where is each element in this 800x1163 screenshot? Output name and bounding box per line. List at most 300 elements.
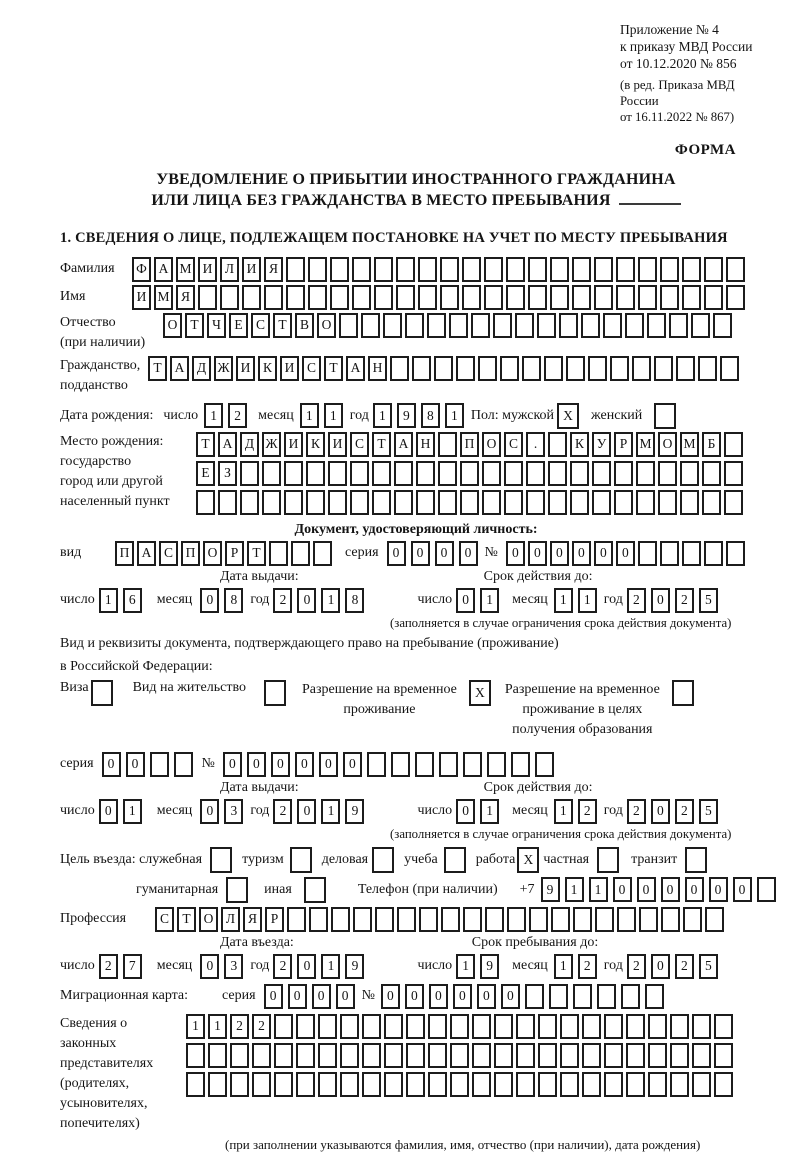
birth-date-label: Дата рождения:	[60, 407, 154, 423]
label-line: (при наличии)	[60, 334, 146, 350]
purpose-tourism-label: туризм	[242, 851, 284, 867]
char-box: 0	[733, 877, 752, 902]
char-box: 2	[228, 403, 247, 428]
doc-expiry-month-boxes	[554, 588, 602, 613]
stay-until-day-boxes	[456, 954, 504, 979]
char-box: 2	[578, 954, 597, 979]
char-box	[526, 461, 545, 486]
char-box	[450, 1072, 469, 1097]
char-box	[416, 490, 435, 515]
month-label: месяц	[258, 407, 294, 423]
citizenship-boxes	[148, 356, 742, 381]
doc-dates-heading-row	[60, 569, 772, 585]
surname-boxes	[132, 257, 748, 282]
char-box	[654, 356, 673, 381]
char-box: Я	[243, 907, 262, 932]
residence-doc-options-row	[60, 680, 772, 740]
char-box: 0	[550, 541, 569, 566]
temp-residence-education-checkbox	[672, 680, 694, 706]
char-box	[572, 257, 591, 282]
char-box: О	[163, 313, 182, 338]
char-box	[570, 461, 589, 486]
char-box: 0	[453, 984, 472, 1009]
char-box	[669, 313, 688, 338]
char-box: И	[328, 432, 347, 457]
phone-label: Телефон (при наличии)	[357, 881, 498, 897]
day-label: число	[60, 958, 95, 974]
given-name-label: Имя	[60, 289, 86, 305]
char-box: П	[115, 541, 134, 566]
char-box	[406, 1072, 425, 1097]
char-box	[362, 1043, 381, 1068]
issue-date-heading: Дата выдачи:	[220, 779, 299, 795]
residence-doc-series-row	[60, 752, 772, 777]
label-line: усыновителях,	[60, 1095, 148, 1111]
identity-doc-title: Документ, удостоверяющий личность:	[294, 521, 538, 537]
char-box	[308, 257, 327, 282]
label-line: попечителях)	[60, 1115, 140, 1131]
char-box: 1	[324, 403, 343, 428]
char-box: У	[592, 432, 611, 457]
visa-checkbox	[91, 680, 113, 706]
char-box: 0	[613, 877, 632, 902]
char-box: 0	[594, 541, 613, 566]
char-box: 0	[312, 984, 331, 1009]
char-box: 8	[421, 403, 440, 428]
day-label: число	[417, 592, 453, 608]
char-box: 0	[501, 984, 520, 1009]
char-box	[450, 1043, 469, 1068]
char-box	[487, 752, 506, 777]
char-box	[720, 356, 739, 381]
label-line: населенный пункт	[60, 493, 170, 509]
male-checkbox: X	[557, 403, 579, 429]
month-label: месяц	[512, 803, 548, 819]
representatives-note: (при заполнении указываются фамилия, имя, отчество (при наличии), дата рождения)	[225, 1136, 701, 1152]
char-box	[676, 356, 695, 381]
char-box: 2	[230, 1014, 249, 1039]
char-box	[287, 907, 306, 932]
char-box: 2	[273, 588, 292, 613]
purpose-tourism-checkbox	[290, 847, 312, 873]
char-box: 2	[675, 588, 694, 613]
char-box: П	[181, 541, 200, 566]
number-label: №	[201, 756, 215, 772]
char-box	[537, 313, 556, 338]
char-box: 8	[345, 588, 364, 613]
doc-expiry-year-boxes	[627, 588, 723, 613]
char-box: 0	[99, 799, 118, 824]
char-box	[396, 285, 415, 310]
char-box: М	[680, 432, 699, 457]
char-box	[463, 907, 482, 932]
char-box	[450, 1014, 469, 1039]
char-box	[550, 257, 569, 282]
char-box	[573, 984, 592, 1009]
char-box	[262, 461, 281, 486]
residence-doc-text-row2	[60, 659, 772, 675]
char-box: 0	[387, 541, 406, 566]
birth-date-row	[60, 403, 772, 429]
char-box: Д	[192, 356, 211, 381]
residence-expiry-day-boxes	[456, 799, 504, 824]
char-box	[331, 907, 350, 932]
char-box: 0	[336, 984, 355, 1009]
doc-series-boxes	[387, 541, 483, 566]
char-box: Я	[176, 285, 195, 310]
char-box	[506, 257, 525, 282]
residence-expiry-month-boxes	[554, 799, 602, 824]
char-box	[528, 285, 547, 310]
char-box	[434, 356, 453, 381]
char-box	[632, 356, 651, 381]
char-box: 7	[123, 954, 142, 979]
char-box	[538, 1072, 557, 1097]
char-box	[460, 490, 479, 515]
char-box	[507, 907, 526, 932]
char-box	[412, 356, 431, 381]
char-box: Н	[416, 432, 435, 457]
char-box	[438, 461, 457, 486]
char-box	[680, 490, 699, 515]
birth-year-boxes	[373, 403, 469, 428]
temp-residence-checkbox: X	[469, 680, 491, 706]
year-label: год	[603, 958, 623, 974]
stay-until-month-boxes	[554, 954, 602, 979]
char-box	[645, 984, 664, 1009]
char-box	[418, 285, 437, 310]
char-box	[484, 257, 503, 282]
char-box	[367, 752, 386, 777]
char-box	[252, 1043, 271, 1068]
char-box	[538, 1014, 557, 1039]
char-box	[463, 752, 482, 777]
char-box	[702, 461, 721, 486]
identity-doc-heading	[60, 522, 772, 538]
phone-boxes	[541, 877, 781, 902]
char-box: 1	[300, 403, 319, 428]
char-box: П	[460, 432, 479, 457]
char-box	[362, 1014, 381, 1039]
residence-doc-text-line1: Вид и реквизиты документа, подтверждающего право на пребывание (проживание)	[60, 635, 559, 651]
char-box	[493, 313, 512, 338]
char-box: 0	[411, 541, 430, 566]
appendix-block	[620, 22, 772, 126]
char-box	[309, 907, 328, 932]
char-box: 0	[297, 588, 316, 613]
given-name-row	[60, 285, 772, 310]
char-box	[218, 490, 237, 515]
char-box: 1	[554, 954, 573, 979]
month-label: месяц	[512, 958, 548, 974]
char-box	[661, 907, 680, 932]
char-box: 2	[675, 954, 694, 979]
char-box	[330, 285, 349, 310]
char-box	[658, 461, 677, 486]
residence-validity-note-row	[60, 827, 772, 842]
char-box: Т	[148, 356, 167, 381]
char-box	[529, 907, 548, 932]
patronymic-label	[60, 313, 163, 353]
purpose-work-label: работа	[475, 851, 516, 867]
char-box: Т	[185, 313, 204, 338]
representatives-label	[60, 1014, 186, 1134]
char-box	[196, 490, 215, 515]
label-line: Место рождения:	[60, 433, 164, 449]
purpose-private-checkbox	[597, 847, 619, 873]
char-box	[648, 1072, 667, 1097]
char-box	[594, 257, 613, 282]
visit-purpose-row	[60, 847, 772, 873]
char-box	[604, 1043, 623, 1068]
char-box	[428, 1072, 447, 1097]
char-box	[440, 257, 459, 282]
char-box: С	[350, 432, 369, 457]
char-box: Т	[177, 907, 196, 932]
char-box	[274, 1043, 293, 1068]
day-label: число	[60, 803, 95, 819]
char-box: 9	[345, 954, 364, 979]
entry-date-heading: Дата въезда:	[220, 934, 294, 950]
char-box: И	[198, 257, 217, 282]
doc-expiry-day-boxes	[456, 588, 504, 613]
valid-until-heading: Срок действия до:	[483, 568, 593, 584]
char-box	[559, 313, 578, 338]
char-box	[648, 1014, 667, 1039]
char-box	[621, 984, 640, 1009]
char-box	[449, 313, 468, 338]
char-box	[394, 461, 413, 486]
entry-day-boxes	[99, 954, 147, 979]
char-box	[318, 1072, 337, 1097]
purpose-business-checkbox	[372, 847, 394, 873]
char-box	[560, 1014, 579, 1039]
female-checkbox	[654, 403, 676, 429]
char-box	[438, 432, 457, 457]
char-box	[456, 356, 475, 381]
char-box: 0	[651, 954, 670, 979]
char-box	[691, 313, 710, 338]
char-box: 0	[200, 588, 219, 613]
char-box	[636, 490, 655, 515]
residence-doc-dates-heading-row	[60, 780, 772, 796]
char-box: 0	[288, 984, 307, 1009]
birth-place-line3-boxes	[196, 490, 746, 515]
box-row	[186, 1043, 736, 1068]
char-box	[692, 1043, 711, 1068]
char-box	[726, 285, 745, 310]
char-box	[617, 907, 636, 932]
char-box: 2	[273, 799, 292, 824]
char-box: Т	[372, 432, 391, 457]
validity-note: (заполняется в случае ограничения срока действия документа)	[390, 615, 732, 630]
char-box	[427, 313, 446, 338]
form-title	[60, 169, 772, 212]
char-box: А	[170, 356, 189, 381]
box-row	[196, 490, 746, 515]
residence-doc-text-line2: в Российской Федерации:	[60, 658, 213, 674]
form-title-line2	[60, 190, 772, 212]
char-box	[384, 1014, 403, 1039]
char-box	[660, 285, 679, 310]
char-box	[604, 1072, 623, 1097]
label-line: законных	[60, 1035, 117, 1051]
purpose-private-label: частная	[543, 851, 590, 867]
form-title-line2-text: ИЛИ ЛИЦА БЕЗ ГРАЖДАНСТВА В МЕСТО ПРЕБЫВАНИЯ	[151, 192, 611, 210]
series-label: серия	[222, 988, 256, 1004]
doc-issue-day-boxes	[99, 588, 147, 613]
char-box	[306, 461, 325, 486]
char-box	[353, 907, 372, 932]
char-box: 2	[627, 799, 646, 824]
year-label: год	[250, 803, 270, 819]
char-box: 6	[123, 588, 142, 613]
char-box	[757, 877, 776, 902]
month-label: месяц	[156, 803, 193, 819]
char-box: А	[154, 257, 173, 282]
number-label: №	[361, 988, 375, 1004]
char-box	[328, 490, 347, 515]
char-box: 0	[459, 541, 478, 566]
representatives-line2-boxes	[186, 1043, 736, 1068]
char-box	[525, 984, 544, 1009]
char-box: 3	[224, 954, 243, 979]
char-box	[462, 285, 481, 310]
char-box: З	[218, 461, 237, 486]
char-box	[286, 257, 305, 282]
char-box: 0	[456, 588, 475, 613]
purpose-other-checkbox	[304, 877, 326, 903]
char-box: 2	[99, 954, 118, 979]
char-box: 1	[99, 588, 118, 613]
char-box	[588, 356, 607, 381]
char-box	[208, 1043, 227, 1068]
purpose-other-label: иная	[264, 881, 292, 897]
purpose-humanitarian-label: гуманитарная	[136, 881, 219, 897]
char-box	[150, 752, 169, 777]
migration-card-series-boxes	[264, 984, 360, 1009]
char-box	[500, 356, 519, 381]
char-box	[692, 1014, 711, 1039]
char-box	[582, 1072, 601, 1097]
residence-doc-series-boxes	[102, 752, 198, 777]
char-box	[352, 257, 371, 282]
doc-dates-row	[60, 588, 772, 613]
char-box	[581, 313, 600, 338]
month-label: месяц	[512, 592, 548, 608]
char-box	[714, 1072, 733, 1097]
char-box	[698, 356, 717, 381]
year-label: год	[349, 407, 369, 423]
char-box	[511, 752, 530, 777]
char-box	[535, 752, 554, 777]
char-box	[592, 490, 611, 515]
char-box: 1	[373, 403, 392, 428]
char-box: К	[570, 432, 589, 457]
char-box	[478, 356, 497, 381]
char-box	[471, 313, 490, 338]
char-box: 9	[345, 799, 364, 824]
appendix-line: от 10.12.2020 № 856	[620, 55, 737, 71]
char-box	[340, 1014, 359, 1039]
doc-issue-year-boxes	[273, 588, 369, 613]
char-box: 2	[627, 588, 646, 613]
migration-card-row	[60, 984, 772, 1009]
sex-female-label: женский	[591, 407, 643, 423]
box-row	[186, 1014, 736, 1039]
purpose-business-label: деловая	[321, 851, 369, 867]
char-box	[648, 1043, 667, 1068]
char-box	[313, 541, 332, 566]
char-box	[504, 490, 523, 515]
month-label: месяц	[156, 958, 193, 974]
char-box: 9	[397, 403, 416, 428]
char-box: Д	[240, 432, 259, 457]
label-line: проживание	[343, 701, 416, 717]
char-box	[705, 907, 724, 932]
char-box	[438, 490, 457, 515]
char-box: 0	[477, 984, 496, 1009]
year-label: год	[250, 592, 270, 608]
given-name-boxes	[132, 285, 748, 310]
char-box	[340, 1043, 359, 1068]
purpose-transit-checkbox	[685, 847, 707, 873]
char-box: 1	[204, 403, 223, 428]
char-box	[544, 356, 563, 381]
char-box: 5	[699, 799, 718, 824]
char-box	[230, 1072, 249, 1097]
patronymic-row	[60, 313, 772, 353]
char-box	[638, 285, 657, 310]
month-label: месяц	[156, 592, 193, 608]
char-box: 1	[456, 954, 475, 979]
char-box	[350, 490, 369, 515]
sex-male-label: Пол: мужской	[470, 407, 555, 423]
char-box: 1	[480, 799, 499, 824]
char-box	[713, 313, 732, 338]
char-box: Р	[614, 432, 633, 457]
char-box: 8	[224, 588, 243, 613]
char-box	[522, 356, 541, 381]
char-box	[418, 257, 437, 282]
char-box: 0	[295, 752, 314, 777]
box-row	[196, 461, 746, 486]
label-line: представителях	[60, 1055, 154, 1071]
char-box	[339, 313, 358, 338]
char-box	[374, 257, 393, 282]
char-box	[638, 541, 657, 566]
char-box: 1	[565, 877, 584, 902]
char-box	[516, 1043, 535, 1068]
char-box	[372, 461, 391, 486]
char-box	[592, 461, 611, 486]
char-box: 5	[699, 954, 718, 979]
char-box: А	[394, 432, 413, 457]
entry-dates-heading-row	[60, 935, 772, 951]
char-box: 0	[661, 877, 680, 902]
representatives-note-row	[60, 1137, 772, 1153]
char-box	[560, 1072, 579, 1097]
day-label: число	[417, 958, 453, 974]
char-box	[482, 490, 501, 515]
temp-residence-label	[302, 680, 457, 720]
char-box	[548, 461, 567, 486]
char-box	[682, 257, 701, 282]
char-box	[660, 541, 679, 566]
char-box	[504, 461, 523, 486]
char-box: 0	[102, 752, 121, 777]
char-box	[582, 1043, 601, 1068]
